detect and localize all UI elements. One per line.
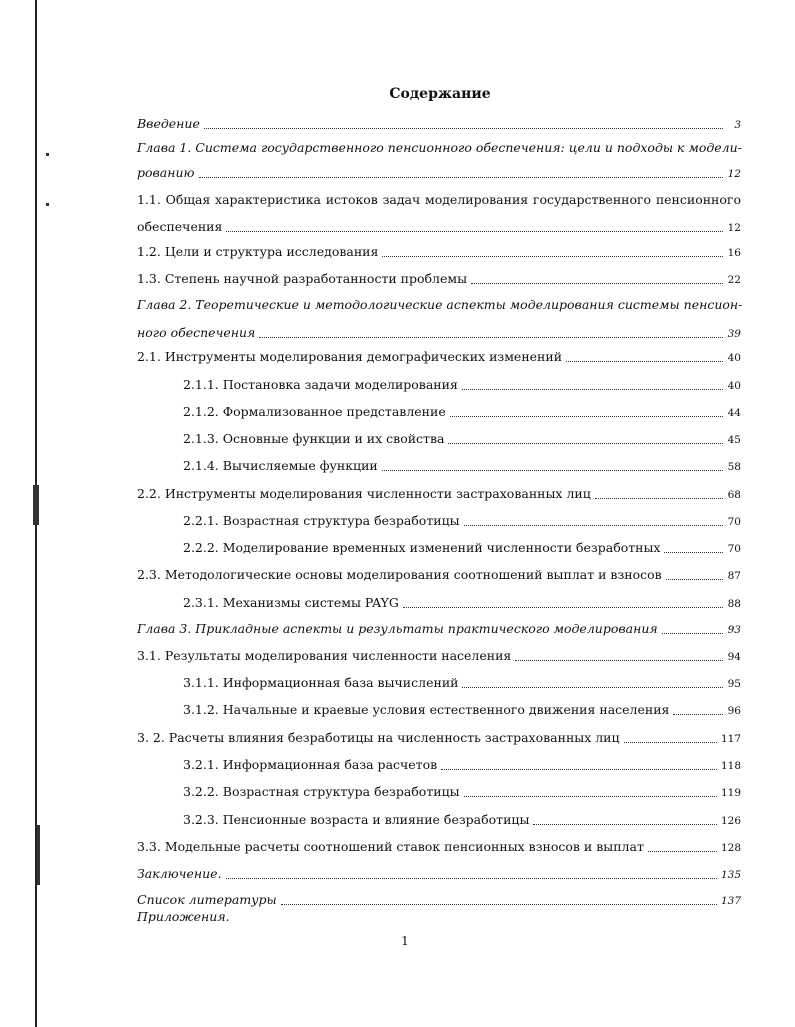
leader-dots (204, 127, 723, 129)
toc-entry-label: 3.1.2. Начальные и краевые условия естественного движения населения (183, 702, 670, 717)
toc-entry-page: 119 (720, 787, 741, 799)
toc-entry-page: 117 (720, 733, 741, 745)
toc-entry-3-1-1[interactable] (183, 675, 741, 692)
toc-entry-label: 2.1.4. Вычисляемые функции (183, 458, 378, 473)
toc-entry-2-3[interactable] (137, 567, 741, 584)
toc-entry-chapter-3[interactable] (137, 621, 741, 638)
toc-entry-page: 93 (727, 624, 741, 636)
toc-entry-page: 70 (727, 516, 741, 528)
toc-entry-conclusion[interactable] (137, 866, 741, 883)
toc-entry-3-1-2[interactable] (183, 702, 741, 719)
toc-entry-label: обеспечения (137, 219, 223, 234)
toc-entry-label: 2.2. Инструменты моделирования численности застрахованных лиц (137, 486, 591, 501)
toc-entry-page: 96 (727, 705, 741, 717)
leader-dots (595, 497, 723, 499)
toc-entry-label: 2.1. Инструменты моделирования демографических изменений (137, 349, 563, 364)
toc-entry-2-2-2[interactable] (183, 540, 741, 557)
toc-entry-page: 40 (727, 380, 741, 392)
toc-entry-label: 3.2.1. Информационная база расчетов (183, 757, 438, 772)
scan-mark (33, 485, 39, 525)
toc-entry-appendices[interactable] (137, 909, 741, 925)
toc-entry-page: 70 (727, 543, 741, 555)
toc-entry-page: 118 (720, 760, 741, 772)
toc-entry-3-2-2[interactable] (183, 784, 741, 801)
toc-entry-2-1-2[interactable] (183, 404, 741, 421)
toc-entry-2-1-1[interactable] (183, 377, 741, 394)
toc-entry-label: 2.3.1. Механизмы системы PAYG (183, 595, 399, 610)
toc-entry-label: Приложения. (137, 909, 230, 924)
toc-entry-chapter-2[interactable] (137, 325, 741, 342)
leader-dots (462, 686, 723, 688)
leader-dots (259, 336, 723, 338)
toc-entry-page: 16 (727, 247, 741, 259)
leader-dots (226, 877, 717, 879)
toc-entry-1-2[interactable] (137, 244, 741, 261)
scan-mark (46, 203, 49, 206)
toc-entry-2-1-3[interactable] (183, 431, 741, 448)
scan-mark (37, 825, 40, 885)
toc-entry-label: 3.2.2. Возрастная структура безработицы (183, 784, 460, 799)
toc-entry-page: 39 (727, 328, 741, 340)
toc-entry-page: 135 (720, 869, 741, 881)
toc-entry-label: 3. 2. Расчеты влияния безработицы на численность застрахованных лиц (137, 730, 620, 745)
leader-dots (464, 795, 717, 797)
toc-entry-page: 87 (727, 570, 741, 582)
leader-dots (403, 606, 723, 608)
toc-entry-label: Список литературы (137, 892, 277, 907)
leader-dots (448, 442, 723, 444)
toc-entry-references[interactable] (137, 892, 741, 909)
toc-entry-page: 126 (720, 815, 741, 827)
leader-dots (648, 850, 717, 852)
toc-entry-page: 94 (727, 651, 741, 663)
toc-entry-label: рованию (137, 165, 195, 180)
leader-dots (199, 176, 723, 178)
scan-mark (46, 153, 49, 156)
toc-entry-page: 128 (720, 842, 741, 854)
page-number: 1 (401, 934, 409, 948)
toc-entry-label: 1.2. Цели и структура исследования (137, 244, 379, 259)
toc-entry-label: Глава 3. Прикладные аспекты и результаты практического моделирования (137, 621, 658, 636)
toc-entry-label: 2.3. Методологические основы моделирования соотношений выплат и взносов (137, 567, 662, 582)
toc-entry-page: 12 (727, 168, 741, 180)
toc-entry-3-2-3[interactable] (183, 812, 741, 829)
toc-entry-2-1[interactable] (137, 349, 741, 366)
toc-entry-1-3[interactable] (137, 271, 741, 288)
leader-dots (515, 659, 723, 661)
toc-entry-line: Глава 1. Система государственного пенсионного обеспечения: цели и подходы к модели- (137, 140, 742, 155)
leader-dots (382, 255, 723, 257)
leader-dots (281, 903, 717, 905)
leader-dots (462, 388, 723, 390)
leader-dots (566, 360, 723, 362)
toc-entry-page: 137 (720, 895, 741, 907)
toc-entry-label: 1.3. Степень научной разработанности проблемы (137, 271, 468, 286)
leader-dots (624, 741, 717, 743)
toc-entry-chapter-1[interactable] (137, 165, 741, 182)
toc-entry-2-2[interactable] (137, 486, 741, 503)
toc-entry-page: 45 (727, 434, 741, 446)
toc-entry-2-1-4[interactable] (183, 458, 741, 475)
toc-entry-label: 2.1.1. Постановка задачи моделирования (183, 377, 458, 392)
leader-dots (226, 230, 723, 232)
toc-entry-page: 3 (734, 119, 741, 131)
toc-entry-page: 58 (727, 461, 741, 473)
toc-entry-3-3[interactable] (137, 839, 741, 856)
toc-entry-label: 3.1. Результаты моделирования численности населения (137, 648, 512, 663)
toc-entry-label: 3.3. Модельные расчеты соотношений ставок пенсионных взносов и выплат (137, 839, 644, 854)
toc-entry-label: 3.2.3. Пенсионные возраста и влияние безработицы (183, 812, 530, 827)
leader-dots (464, 524, 723, 526)
leader-dots (533, 823, 717, 825)
toc-entry-page: 68 (727, 489, 741, 501)
toc-entry-label: Заключение. (137, 866, 222, 881)
leader-dots (664, 551, 723, 553)
toc-entry-label: ного обеспечения (137, 325, 256, 340)
toc-entry-label: 2.1.3. Основные функции и их свойства (183, 431, 445, 446)
toc-entry-3-2-1[interactable] (183, 757, 741, 774)
toc-entry-3-2[interactable] (137, 730, 741, 747)
toc-entry-page: 44 (727, 407, 741, 419)
toc-entry-line: Глава 2. Теоретические и методологические аспекты моделирования системы пенсион- (137, 297, 743, 312)
toc-entry-label: 2.2.2. Моделирование временных изменений численности безработных (183, 540, 661, 555)
leader-dots (666, 578, 723, 580)
toc-entry-3-1[interactable] (137, 648, 741, 665)
toc-entry-label: 2.1.2. Формализованное представление (183, 404, 446, 419)
toc-entry-label: 3.1.1. Информационная база вычислений (183, 675, 459, 690)
toc-entry-page: 40 (727, 352, 741, 364)
toc-entry-label: Введение (137, 116, 200, 131)
toc-entry-page: 88 (727, 598, 741, 610)
toc-entry-1-1[interactable] (137, 219, 741, 236)
leader-dots (673, 713, 723, 715)
leader-dots (450, 415, 723, 417)
toc-entry-page: 22 (727, 274, 741, 286)
leader-dots (471, 282, 723, 284)
toc-entry-2-2-1[interactable] (183, 513, 741, 530)
toc-entry-line: 1.1. Общая характеристика истоков задач моделирования государственного пенсионного (137, 192, 741, 207)
leader-dots (441, 768, 717, 770)
leader-dots (662, 632, 723, 634)
page-title: Содержание (389, 86, 491, 102)
toc-entry-page: 12 (727, 222, 741, 234)
toc-entry-2-3-1[interactable] (183, 595, 741, 612)
toc-entry-label: 2.2.1. Возрастная структура безработицы (183, 513, 460, 528)
toc-entry-introduction[interactable] (137, 116, 741, 133)
leader-dots (382, 469, 723, 471)
toc-entry-page: 95 (727, 678, 741, 690)
